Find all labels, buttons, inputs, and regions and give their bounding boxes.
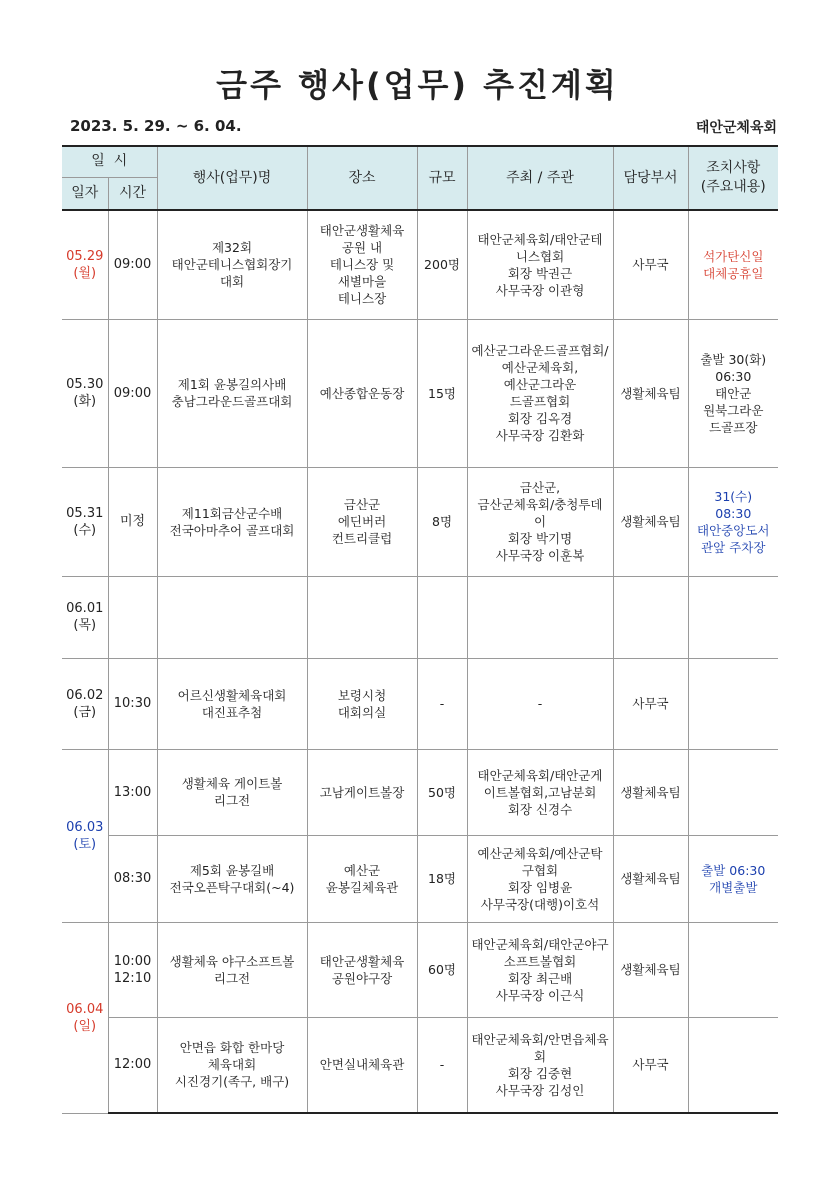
cell-notes xyxy=(688,749,778,835)
cell-time: 10:30 xyxy=(108,658,157,749)
cell-time: 09:00 xyxy=(108,210,157,319)
table-row xyxy=(62,576,778,658)
cell-notes: 석가탄신일 대체공휴일 xyxy=(688,210,778,319)
cell-dept: 생활체육팀 xyxy=(613,922,688,1017)
cell-dept: 생활체육팀 xyxy=(613,319,688,467)
cell-time: 10:00 12:10 xyxy=(108,922,157,1017)
cell-date: 06.01 (목) xyxy=(62,576,108,658)
cell-scale: 18명 xyxy=(417,835,467,922)
cell-dept xyxy=(613,576,688,658)
table-row xyxy=(62,210,778,319)
cell-notes: 출발 30(화) 06:30 태안군 원북그라운 드골프장 xyxy=(688,319,778,467)
cell-scale: 8명 xyxy=(417,467,467,576)
cell-event: 생활체육 야구소프트볼 리그전 xyxy=(157,922,307,1017)
header-event: 행사(업무)명 xyxy=(157,146,307,210)
organization-name: 태안군체육회 xyxy=(695,120,777,136)
cell-date: 06.02 (금) xyxy=(62,658,108,749)
cell-time: 13:00 xyxy=(108,749,157,835)
cell-event: 제5회 윤봉길배 전국오픈탁구대회(~4) xyxy=(157,835,307,922)
cell-dept: 사무국 xyxy=(613,658,688,749)
table-row xyxy=(62,319,778,467)
cell-date: 05.31 (수) xyxy=(62,467,108,576)
cell-scale: - xyxy=(417,1017,467,1113)
cell-notes: 31(수) 08:30 태안중앙도서 관앞 주차장 xyxy=(688,467,778,576)
cell-date: 05.29 (월) xyxy=(62,210,108,319)
cell-event: 안면읍 화합 한마당 체육대회 시진경기(족구, 배구) xyxy=(157,1017,307,1113)
cell-event: 생활체육 게이트볼 리그전 xyxy=(157,749,307,835)
cell-place: 태안군생활체육 공원 내 테니스장 및 새별마을 테니스장 xyxy=(307,210,417,319)
cell-notes xyxy=(688,658,778,749)
cell-notes xyxy=(688,576,778,658)
cell-host: 태안군체육회/태안군게 이트볼협회,고남분회 회장 신경수 xyxy=(467,749,613,835)
cell-place: 예산종합운동장 xyxy=(307,319,417,467)
cell-dept: 생활체육팀 xyxy=(613,835,688,922)
cell-host: 태안군체육회/안면읍체육 회 회장 김중현 사무국장 김성인 xyxy=(467,1017,613,1113)
cell-scale: 50명 xyxy=(417,749,467,835)
cell-time: 미정 xyxy=(108,467,157,576)
table-row xyxy=(62,922,778,1017)
cell-place: 태안군생활체육 공원야구장 xyxy=(307,922,417,1017)
cell-host: 태안군체육회/태안군테 니스협회 회장 박권근 사무국장 이관형 xyxy=(467,210,613,319)
cell-place: 보령시청 대회의실 xyxy=(307,658,417,749)
cell-place: 고남게이트볼장 xyxy=(307,749,417,835)
table-row xyxy=(62,467,778,576)
cell-host: - xyxy=(467,658,613,749)
cell-time xyxy=(108,576,157,658)
cell-date: 06.03 (토) xyxy=(62,749,108,922)
cell-place: 안면실내체육관 xyxy=(307,1017,417,1113)
header-dept: 담당부서 xyxy=(613,146,688,210)
table-row xyxy=(62,749,778,835)
cell-place: 금산군 에딘버러 컨트리클럽 xyxy=(307,467,417,576)
cell-scale xyxy=(417,576,467,658)
header-date: 일자 xyxy=(62,177,108,210)
cell-dept: 생활체육팀 xyxy=(613,467,688,576)
cell-scale: 60명 xyxy=(417,922,467,1017)
header-datetime: 일 시 xyxy=(62,146,157,177)
cell-host xyxy=(467,576,613,658)
header-notes: 조치사항 (주요내용) xyxy=(688,146,778,210)
cell-event xyxy=(157,576,307,658)
cell-event: 어르신생활체육대회 대진표추첨 xyxy=(157,658,307,749)
cell-dept: 생활체육팀 xyxy=(613,749,688,835)
cell-date: 05.30 (화) xyxy=(62,319,108,467)
cell-time: 08:30 xyxy=(108,835,157,922)
cell-host: 태안군체육회/태안군야구 소프트볼협회 회장 최근배 사무국장 이근식 xyxy=(467,922,613,1017)
page-title: 금주 행사(업무) 추진계획 xyxy=(216,66,619,104)
table-row xyxy=(62,835,778,922)
cell-event: 제1회 윤봉길의사배 충남그라운드골프대회 xyxy=(157,319,307,467)
cell-time: 12:00 xyxy=(108,1017,157,1113)
cell-place xyxy=(307,576,417,658)
table-row xyxy=(62,1017,778,1113)
table-row xyxy=(62,658,778,749)
cell-scale: - xyxy=(417,658,467,749)
cell-scale: 15명 xyxy=(417,319,467,467)
header-host: 주최 / 주관 xyxy=(467,146,613,210)
header-scale: 규모 xyxy=(417,146,467,210)
cell-date: 06.04 (일) xyxy=(62,922,108,1113)
header-time: 시간 xyxy=(108,177,157,210)
cell-place: 예산군 윤봉길체육관 xyxy=(307,835,417,922)
cell-notes xyxy=(688,1017,778,1113)
cell-notes xyxy=(688,922,778,1017)
cell-event: 제11회금산군수배 전국아마추어 골프대회 xyxy=(157,467,307,576)
cell-scale: 200명 xyxy=(417,210,467,319)
schedule-table xyxy=(62,145,778,1114)
cell-host: 예산군그라운드골프협회/ 예산군체육회,예산군그라운 드골프협회 회장 김옥경 사무국장 김환화 xyxy=(467,319,613,467)
cell-notes: 출발 06:30 개별출발 xyxy=(688,835,778,922)
header-place: 장소 xyxy=(307,146,417,210)
cell-dept: 사무국 xyxy=(613,210,688,319)
cell-dept: 사무국 xyxy=(613,1017,688,1113)
cell-host: 금산군, 금산군체육회/충청투데 이 회장 박기명 사무국장 이훈복 xyxy=(467,467,613,576)
cell-event: 제32회 태안군테니스협회장기 대회 xyxy=(157,210,307,319)
period-range: 2023. 5. 29. ~ 6. 04. xyxy=(70,117,242,135)
cell-host: 예산군체육회/예산군탁 구협회 회장 임병윤 사무국장(대행)이호석 xyxy=(467,835,613,922)
cell-time: 09:00 xyxy=(108,319,157,467)
